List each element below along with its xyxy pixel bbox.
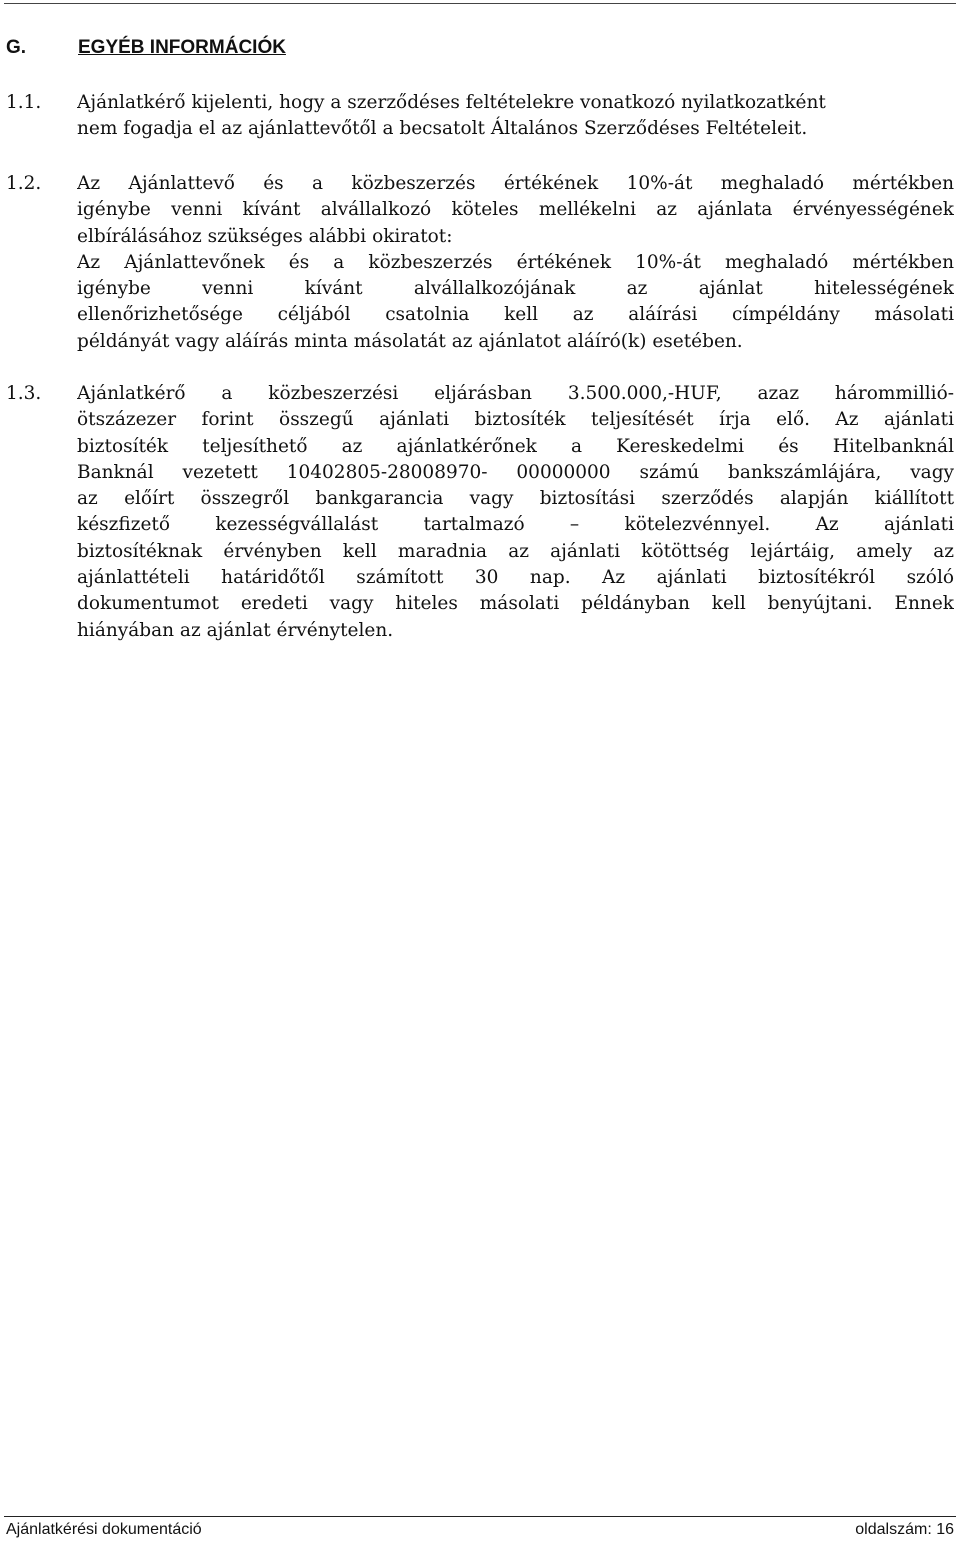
paragraph-text (77, 381, 954, 644)
text-line: készfizető kezességvállalást tartalmazó – kötelezvénnyel. Az ajánlati (77, 514, 954, 536)
paragraph-text (77, 90, 954, 143)
text-line: az előírt összegről bankgarancia vagy biztosítási szerződés alapján kiállított (77, 488, 954, 510)
text-line: elbírálásához szükséges alábbi okiratot: (77, 225, 453, 247)
text-line: Az Ajánlattevő és a közbeszerzés értékének 10%-át meghaladó mértékben (77, 173, 954, 194)
text-line: biztosíték teljesíthető az ajánlatkérőnek a Kereskedelmi és Hitelbanknál (77, 435, 954, 457)
text-line: Ajánlatkérő a közbeszerzési eljárásban 3.500.000,-HUF, azaz hárommillió- (77, 383, 954, 404)
footer-rule (4, 1516, 956, 1517)
section-letter: G. (6, 37, 27, 58)
text-line: ötszázezer forint összegű ajánlati biztosíték teljesítését írja elő. Az ajánlati (77, 409, 954, 431)
page-footer (6, 1521, 954, 1539)
text-line: igénybe venni kívánt alvállalkozó köteles mellékelni az ajánlata érvényességének (77, 199, 954, 221)
text-line: dokumentumot eredeti vagy hiteles másolati példányban kell benyújtani. Ennek (77, 593, 954, 615)
text-line: igénybe venni kívánt alvállalkozójának az ajánlat hitelességének (77, 278, 954, 300)
text-line: biztosítéknak érvényben kell maradnia az ajánlati kötöttség lejártáig, amely az (77, 540, 954, 562)
top-rule (4, 3, 956, 4)
text-line: ajánlattételi határidőtől számított 30 nap. Az ajánlati biztosítékról szóló (77, 567, 954, 589)
text-line: hiányában az ajánlat érvénytelen. (77, 619, 394, 641)
text-line: Az Ajánlattevőnek és a közbeszerzés értékének 10%-át meghaladó mértékben (77, 251, 954, 273)
section-heading (6, 37, 286, 59)
text-line: példányát vagy aláírás minta másolatát az ajánlatot aláíró(k) esetében. (77, 330, 743, 352)
footer-page-number: oldalszám: 16 (855, 1521, 954, 1538)
text-line: Ajánlatkérő kijelenti, hogy a szerződéses feltételekre vonatkozó nyilatkozatként (77, 92, 826, 113)
text-line: Banknál vezetett 10402805-28008970- 00000000 számú bankszámlájára, vagy (77, 461, 954, 483)
paragraph-number: 1.2. (6, 173, 42, 194)
paragraph-number: 1.3. (6, 383, 42, 404)
section-title: EGYÉB INFORMÁCIÓK (78, 37, 286, 58)
paragraph-number: 1.1. (6, 92, 42, 113)
text-line: ellenőrizhetősége céljából csatolnia kell az aláírási címpéldány másolati (77, 304, 954, 326)
footer-document-title: Ajánlatkérési dokumentáció (6, 1521, 202, 1538)
paragraph-text (77, 171, 954, 355)
text-line: nem fogadja el az ajánlattevőtől a becsatolt Általános Szerződéses Feltételeit. (77, 118, 808, 140)
